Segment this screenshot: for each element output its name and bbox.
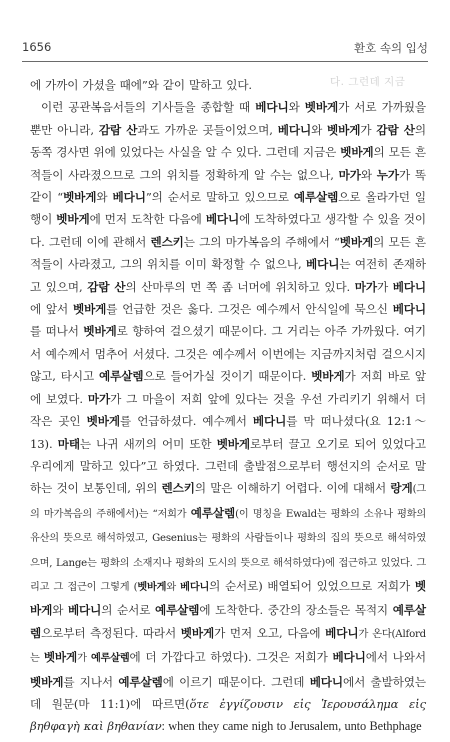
text-run: 는 나귀 새끼의 어미 또한 <box>79 436 217 451</box>
bold-name: 베다니 <box>252 414 287 429</box>
bold-name: 렌스키 <box>161 481 195 496</box>
text-run: 가 <box>360 122 377 137</box>
header-rule <box>22 61 428 62</box>
bold-name: 베다니 <box>277 122 312 137</box>
bold-name: 마태 <box>57 436 80 451</box>
text-run: ”의 순서로 말하고 있으므로 <box>145 190 294 205</box>
bold-name: 베다니 <box>112 190 146 205</box>
text-run: 으로 올라가던 일행이 <box>30 190 426 227</box>
text-run: 가 <box>376 279 393 294</box>
text-run: 으로부터 측정된다. 따라서 <box>41 625 181 640</box>
text-run: 의 동쪽 경사면 위에 있었다는 사실을 알 수 있다. 그런데 지금은 <box>30 122 426 160</box>
text-run: 와 <box>96 190 113 205</box>
text-run: 에 도착한다. 중간의 장소들은 목적지 <box>199 603 393 618</box>
text-run: 가 똑같이 “ <box>30 167 426 205</box>
text-run: 가 서로 가까웠을 뿐만 아니라, <box>30 100 427 137</box>
bold-name: 랑게 <box>390 481 413 496</box>
text-run: 와 <box>52 603 68 618</box>
bold-name: 베다니 <box>205 212 240 227</box>
bold-name: 베다니 <box>392 302 426 317</box>
text-run: 으로 들어가실 것이기 때문이다. <box>143 369 312 384</box>
text-run: 에 앞서 <box>30 302 73 317</box>
bleed-through-text: 다. 그런데 지금 <box>330 76 406 88</box>
text-run: 의 순서로 <box>101 603 155 618</box>
bold-name: 감람 산 <box>87 279 126 294</box>
bold-name: 벳바게 <box>304 100 339 115</box>
bold-name: 벳바게 <box>63 190 97 205</box>
bold-name: 예루살렘 <box>154 603 200 618</box>
bold-name: 벳바게 <box>180 625 215 640</box>
english-quotation: : when they came nigh to Jerusalem, unto Bethphage <box>161 719 422 734</box>
bold-name: 예루살렘 <box>30 603 426 640</box>
bold-name: 마가 <box>87 391 111 406</box>
bold-name: 베다니 <box>67 603 102 618</box>
bold-name: 벳바게 <box>43 650 78 665</box>
text-run: 가 <box>77 653 91 665</box>
bold-name: 벳바게 <box>72 302 107 317</box>
bold-name: 렌스키 <box>150 234 184 249</box>
text-run: 의 말은 이해하기 어렵다. 이에 대해서 <box>194 481 391 496</box>
bold-name: 벳바게 <box>340 145 374 160</box>
bold-name: 베다니 <box>306 257 340 272</box>
bold-name: 벳바게 <box>137 581 167 593</box>
text-run: 와 <box>288 100 305 115</box>
text-run: 에서 나와서 <box>365 650 426 665</box>
bold-name: 벳바게 <box>30 674 64 689</box>
text-run: 가 그 마을이 저희 앞에 있다는 것을 우선 가리키기 위해서 더 작은 곳인 <box>30 391 426 429</box>
bold-name: 예루살렘 <box>90 653 130 665</box>
text-run: 과도 가까운 곳들이었으며, <box>137 122 278 137</box>
bold-name: 마가 <box>354 279 377 294</box>
text-run: 가 온다(Alford는 <box>30 628 426 665</box>
bold-name: 벳바게 <box>339 234 374 249</box>
greek-quotation: ὅτε ἐγγίζουσιν εἰς Ἱερουσάλημα εἰς βηθφαγὴ καὶ βηθανίαν <box>30 696 426 734</box>
text-run: 의 산마루의 먼 쪽 좀 너머에 위치하고 있다. <box>125 279 355 294</box>
text-run: 를 언급한 것은 옳다. 그것은 예수께서 안식일에 묵으신 <box>106 302 393 317</box>
text-run: 에 이르기 때문이다. 그런데 <box>162 674 310 689</box>
bold-name: 베다니 <box>309 674 343 689</box>
bold-name: 벳바게 <box>86 414 120 429</box>
bold-name: 베다니 <box>392 279 427 294</box>
text-run: 에 도착하였다고 생각할 수 있을 것이다. 그런데 이에 관해서 <box>30 212 427 249</box>
page-number: 1656 <box>22 40 52 54</box>
text-run: 에 먼저 도착한 다음에 <box>89 212 206 227</box>
text-run: 로부터 끌고 오기로 되어 있었다고 우리에게 말하고 있다”고 하였다. 그런데 출발점으로부터 행선지의 순서로 말하는 것이 보통인데, 위의 <box>30 436 426 496</box>
bold-name: 벳바게 <box>83 324 117 339</box>
text-run: 의 모든 흔적들이 사라졌으므로 그의 위치를 정확하게 알 수는 없으나, <box>30 145 426 182</box>
bold-name: 마가 <box>338 167 361 182</box>
bold-name: 벳바게 <box>311 369 345 384</box>
bold-name: 벳바게 <box>30 578 426 618</box>
bold-name: 예루살렘 <box>99 369 144 384</box>
bold-name: 감람 산 <box>376 122 415 137</box>
text-run: 에 가까이 가셨을 때에”와 같이 말하고 있다. <box>30 78 253 92</box>
bold-name: 벳바게 <box>56 212 90 227</box>
page-header <box>22 40 428 56</box>
bold-name: 벳바게 <box>327 122 361 137</box>
body-text <box>30 74 426 738</box>
bold-name: 예루살렘 <box>190 505 236 520</box>
text-run: 를 언급하셨다. 예수께서 <box>119 414 253 429</box>
bold-name: 예루살렘 <box>293 190 339 205</box>
text-run: 로 향하여 걸으셨기 때문이다. 그 거리는 아주 가까웠다. 여기서 예수께서 멈추어 서셨다. 그것은 예수께서 이번에는 지금까지처럼 걸으시지 않고, 타시고 <box>30 324 426 384</box>
bold-name: 베다니 <box>325 625 359 640</box>
bold-name: 누가 <box>376 167 399 182</box>
text-run: 는 그의 마가복음의 주해에서 “ <box>183 234 340 249</box>
text-run: 에 더 가깝다고 하였다). 그것은 저희가 <box>129 650 333 665</box>
text-run: 의 순서로) 배열되어 있었으므로 저희가 <box>209 578 415 593</box>
bold-name: 베다니 <box>180 581 210 593</box>
bold-name: 베다니 <box>332 650 366 665</box>
text-run: 는 여전히 존재하고 있으며, <box>30 257 426 294</box>
text-run: (그의 마가복음의 주해에서)는 “저희가 <box>30 484 426 520</box>
bold-name: 벳바게 <box>216 436 250 451</box>
text-run: 에서 출발하였는데 원문(마 11:1)에 따르면( <box>30 674 427 711</box>
paragraph <box>30 74 426 96</box>
bold-name: 예루살렘 <box>118 674 163 689</box>
text-run: 를 지나서 <box>63 674 119 689</box>
text-run: 와 <box>360 167 377 182</box>
text-run: 의 모든 흔적들이 사라졌고, 그의 위치를 이미 확정할 수 없으나, <box>30 234 426 272</box>
text-run: 와 <box>311 122 328 137</box>
text-run: 이런 공관복음서들의 기사들을 종합할 때 <box>41 100 256 115</box>
bold-name: 감람 산 <box>98 122 138 137</box>
text-run: (이 명칭을 Ewald는 평화의 소유나 평화의 유산의 뜻으로 해석하였고, Gesenius는 평화의 사람들이나 평화의 집의 뜻으로 해석하였으며, Lange는 평화의 소재지나 평화의 도시의 뜻으로 해석하였다)에 접근하고 있었다. 그리고 그 접근이 그렇게 ( <box>30 508 427 593</box>
paragraph <box>30 96 426 737</box>
text-run: 가 저희 바로 앞에 보였다. <box>30 369 426 406</box>
bold-name: 베다니 <box>255 100 289 115</box>
running-title: 환호 속의 입성 <box>354 41 428 55</box>
text-run: 를 떠나서 <box>30 324 84 339</box>
text-run: 와 <box>166 581 181 593</box>
text-run: 가 먼저 오고, 다음에 <box>214 625 326 640</box>
text-run: 를 막 떠나셨다(요 12:1～13). <box>30 414 426 451</box>
